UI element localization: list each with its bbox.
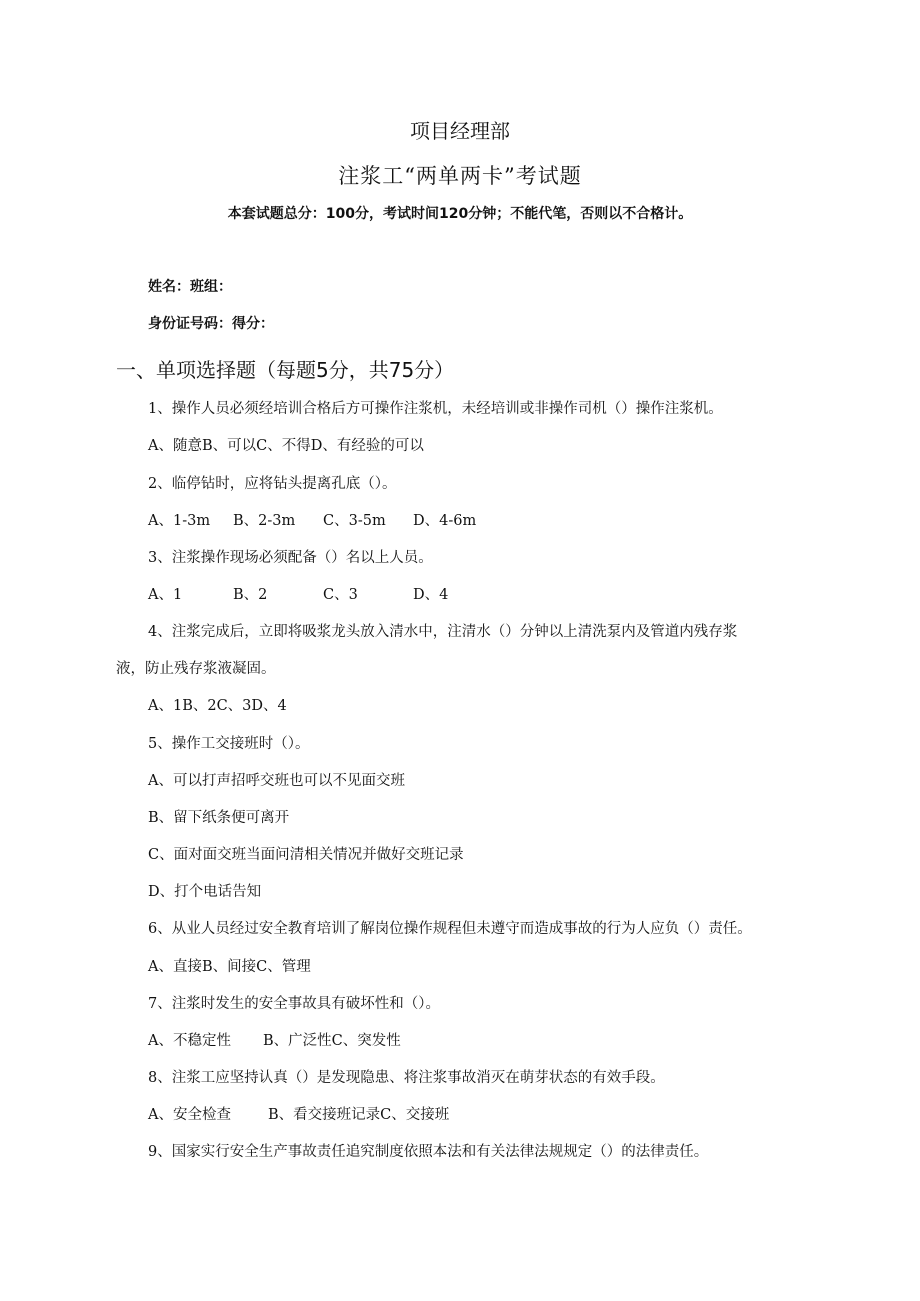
option-c: C、3 — [323, 587, 358, 603]
question-9: 9、国家实行安全生产事故责任追究制度依照本法和有关法律法规规定（）的法律责任。 — [148, 1144, 709, 1160]
question-4-options: A、1B、2C、3D、4 — [148, 698, 287, 714]
question-5-option-b: B、留下纸条便可离开 — [148, 810, 290, 826]
option-d: D、4-6m — [413, 513, 477, 529]
option-b-c: B、看交接班记录C、交接班 — [268, 1107, 450, 1123]
question-2: 2、临停钻时，应将钻头提离孔底（）。 — [148, 476, 397, 492]
option-d: D、4 — [413, 587, 449, 603]
question-5-option-d: D、打个电话告知 — [148, 884, 262, 900]
question-1-options: A、随意B、可以C、不得D、有经验的可以 — [148, 438, 424, 454]
question-6-options: A、直接B、间接C、管理 — [148, 959, 311, 975]
question-2-options — [148, 509, 476, 530]
question-5-option-a: A、可以打声招呼交班也可以不见面交班 — [148, 773, 405, 789]
exam-notice: 本套试题总分：100分，考试时间120分钟；不能代笔，否则以不合格计。 — [227, 206, 693, 222]
id-score-field: 身份证号码：得分： — [148, 316, 274, 332]
question-7-options — [148, 1029, 401, 1050]
question-1: 1、操作人员必须经培训合格后方可操作注浆机，未经培训或非操作司机（）操作注浆机。 — [148, 401, 723, 417]
question-3-options — [148, 583, 448, 604]
option-a: A、不稳定性 — [148, 1033, 231, 1049]
question-4-line-2: 液，防止残存浆液凝固。 — [116, 661, 276, 677]
question-5: 5、操作工交接班时（）。 — [148, 736, 310, 752]
question-5-option-c: C、面对面交班当面问清相关情况并做好交班记录 — [148, 847, 464, 863]
option-b: B、2-3m — [233, 513, 296, 529]
question-7: 7、注浆时发生的安全事故具有破坏性和（）。 — [148, 996, 440, 1012]
question-6: 6、从业人员经过安全教育培训了解岗位操作规程但未遵守而造成事故的行为人应负（）责任。 — [148, 921, 752, 937]
question-3: 3、注浆操作现场必须配备（）名以上人员。 — [148, 550, 433, 566]
option-b: B、2 — [233, 587, 268, 603]
section-heading: 一、单项选择题（每题5分，共75分） — [116, 358, 455, 382]
question-8: 8、注浆工应坚持认真（）是发现隐患、将注浆事故消灭在萌芽状态的有效手段。 — [148, 1070, 665, 1086]
option-a: A、安全检查 — [148, 1107, 231, 1123]
question-8-options — [148, 1103, 449, 1124]
org-name: 项目经理部 — [410, 119, 510, 143]
name-group-field: 姓名：班组： — [148, 279, 232, 295]
exam-title: 注浆工“两单两卡”考试题 — [338, 164, 582, 188]
option-a: A、1-3m — [148, 513, 211, 529]
question-4-line-1: 4、注浆完成后，立即将吸浆龙头放入清水中，注清水（）分钟以上清洗泵内及管道内残存浆 — [148, 624, 738, 640]
option-b-c: B、广泛性C、突发性 — [263, 1033, 401, 1049]
option-c: C、3-5m — [323, 513, 386, 529]
option-a: A、1 — [148, 587, 183, 603]
